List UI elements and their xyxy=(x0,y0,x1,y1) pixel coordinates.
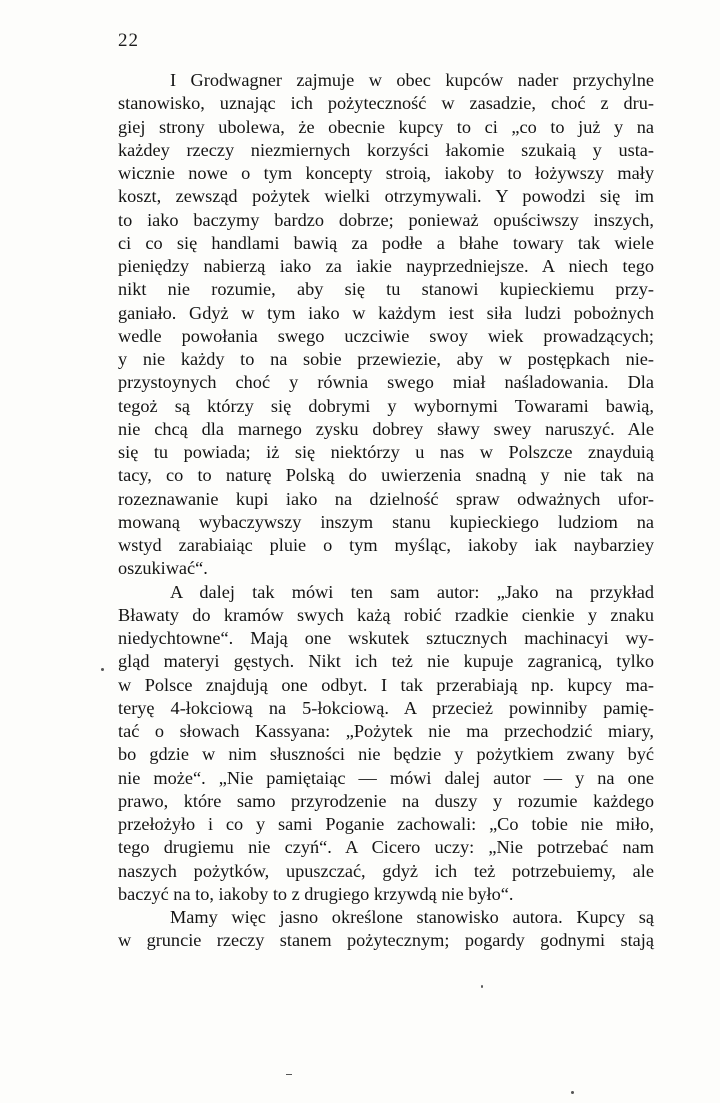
print-speck xyxy=(286,1074,292,1075)
text-line: y nie każdy to na sobie przewiezie, aby w postępkach nie- xyxy=(118,349,654,369)
text-line: tego drugiemu nie czyń“. A Cicero uczy: „Nie potrzebać nam xyxy=(118,837,654,858)
text-line: nie chcą dla marnego zysku dobrey sławy swey naruszyć. Ale xyxy=(118,418,654,439)
text-line: pieniędzy nabierzą iako za iakie nayprzedniejsze. A niech tego xyxy=(118,256,654,276)
text-line: ci co się handlami bawią za podłe a błahe towary tak wiele xyxy=(118,232,654,253)
text-line: giej strony ubolewa, że obecnie kupcy to ci „co to już y na xyxy=(118,116,654,137)
text-line: koszt, zewsząd pożytek wielki otrzymywali. Y powodzi się im xyxy=(118,186,654,207)
text-line: każdey rzeczy niezmiernych korzyści łakomie szukaią y usta- xyxy=(118,139,654,160)
text-line: baczyć na to, iakoby to z drugiego krzywdą nie było“. xyxy=(118,883,514,904)
body-text xyxy=(118,69,654,953)
text-line: teryę 4-łokciową na 5-łokciową. A przecież powinniby pamię- xyxy=(118,697,654,718)
text-line: wedle powołania swego uczciwie swoy wiek prowadzących; xyxy=(118,325,654,346)
text-line: to iako baczymy bardzo dobrze; ponieważ opuściwszy inszych, xyxy=(118,209,654,230)
text-line: tegoż są którzy się dobrymi y wybornymi Towarami bawią, xyxy=(118,395,654,416)
text-line: oszukiwać“. xyxy=(118,558,208,579)
text-line: A dalej tak mówi ten sam autor: „Jako na przykład xyxy=(170,581,654,602)
text-line: wstyd zarabiaiąc pluie o tym myśląc, iakoby iak naybarziey xyxy=(118,535,654,555)
text-line: tać o słowach Kassyana: „Pożytek nie ma przechodzić miary, xyxy=(118,721,654,741)
text-line: I Grodwagner zajmuje w obec kupców nader przychylne xyxy=(170,70,654,90)
text-line: Bławaty do kramów swych każą robić rzadkie cienkie y znaku xyxy=(118,604,654,625)
print-speck xyxy=(481,985,483,988)
text-line: mowaną wybaczywszy inszym stanu kupieckiego ludziom na xyxy=(118,511,654,532)
text-line: przystoynych choć y równia swego miał naśladowania. Dla xyxy=(118,372,654,393)
print-speck xyxy=(571,1091,574,1094)
text-line: przełożyło i co y sami Poganie zachowali: „Co tobie nie miło, xyxy=(118,814,654,834)
page-number: 22 xyxy=(118,30,139,51)
text-line: nie może“. „Nie pamiętaiąc — mówi dalej autor — y na one xyxy=(118,767,654,788)
text-line: wicznie nowe o tym koncepty stroią, iakoby to łożywszy mały xyxy=(118,163,654,183)
text-line: nikt nie rozumie, aby się tu stanowi kupieckiemu przy- xyxy=(118,279,654,300)
text-line: Mamy więc jasno określone stanowisko autora. Kupcy są xyxy=(170,907,654,927)
text-line: się tu powiada; iż się niektórzy u nas w Polszcze znayduią xyxy=(118,442,654,462)
text-line: niedychtowne“. Mają one wskutek sztucznych machinacyi wy- xyxy=(118,628,654,648)
text-line: tacy, co to naturę Polską do uwierzenia snadną y nie tak na xyxy=(118,465,654,486)
text-line: naszych pożytków, upuszczać, gdyż ich też potrzebuiemy, ale xyxy=(118,860,654,881)
text-line: bo gdzie w nim słuszności nie będzie y pożytkiem zwany być xyxy=(118,744,654,765)
text-line: stanowisko, uznając ich pożyteczność w zasadzie, choć z dru- xyxy=(118,93,654,114)
print-speck xyxy=(101,668,104,671)
text-line: w gruncie rzeczy stanem pożytecznym; pogardy godnymi stają xyxy=(118,930,654,951)
text-line: gląd materyi gęstych. Nikt ich też nie kupuje zagranicą, tylko xyxy=(118,651,654,672)
text-line: w Polsce znajdują one odbyt. I tak przerabiają np. kupcy ma- xyxy=(118,674,654,695)
text-line: prawo, które samo przyrodzenie na duszy y rozumie każdego xyxy=(118,790,654,811)
text-line: ganiało. Gdyż w tym iako w każdym iest siła ludzi pobożnych xyxy=(118,302,654,323)
text-line: rozeznawanie kupi iako na dzielność spraw odważnych ufor- xyxy=(118,488,654,509)
